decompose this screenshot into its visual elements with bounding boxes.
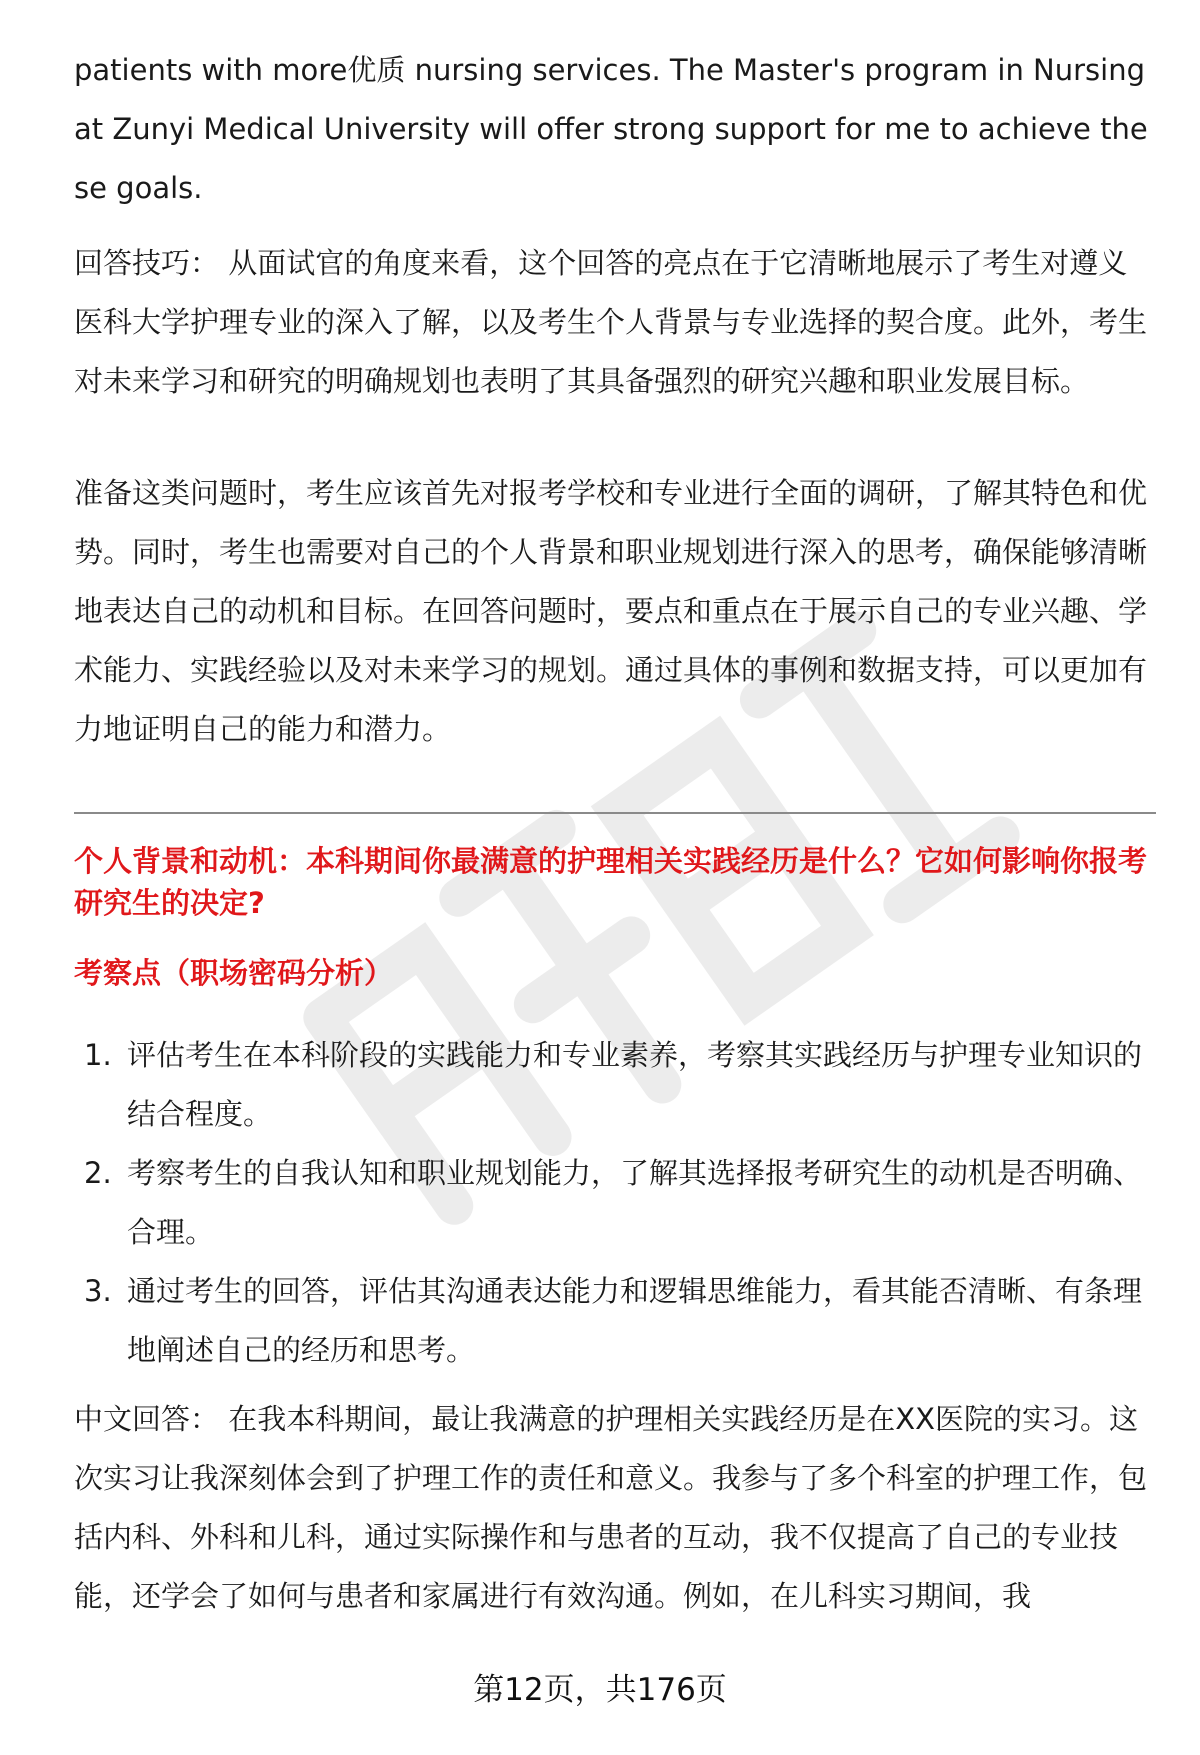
preparation-advice-paragraph: 准备这类问题时，考生应该首先对报考学校和专业进行全面的调研，了解其特色和优势。同时，考生也需要对自己的个人背景和职业规划进行深入的思考，确保能够清晰地表达自己的动机和目标。在回答问题时，要点和重点在于展示自己的专业兴趣、学术能力、实践经验以及对未来学习的规划。通过具体的事例和数据支持，可以更加有力地证明自己的能力和潜力。 bbox=[74, 476, 1148, 746]
list-item-text: 通过考生的回答，评估其沟通表达能力和逻辑思维能力，看其能否清晰、有条理地阐述自己的经历和思考。 bbox=[127, 1274, 1143, 1367]
page-number-footer: 第12页，共176页 bbox=[473, 1672, 727, 1708]
answer-tips-paragraph: 回答技巧： 从面试官的角度来看，这个回答的亮点在于它清晰地展示了考生对遵义医科大学护理专业的深入了解，以及考生个人背景与专业选择的契合度。此外，考生对未来学习和研究的明确规划也表明了其具备强烈的研究兴趣和职业发展目标。 bbox=[74, 246, 1148, 398]
chinese-answer-paragraph: 中文回答： 在我本科期间，最让我满意的护理相关实践经历是在XX医院的实习。这次实习让我深刻体会到了护理工作的责任和意义。我参与了多个科室的护理工作，包括内科、外科和儿科，通过实际操作和与患者的互动，我不仅提高了自己的专业技能，还学会了如何与患者和家属进行有效沟通。例如，在儿科实习期间，我 bbox=[74, 1402, 1148, 1613]
section-divider bbox=[74, 812, 1156, 814]
list-item bbox=[74, 1262, 1156, 1380]
list-item-number: 1. bbox=[84, 1038, 112, 1072]
list-item-text: 考察考生的自我认知和职业规划能力，了解其选择报考研究生的动机是否明确、合理。 bbox=[127, 1156, 1143, 1249]
intro-paragraph-end: patients with more优质 nursing services. The Master's program in Nursing at Zunyi Medical University will offer strong support for me to achieve these goals. bbox=[74, 53, 1148, 205]
list-item-number: 2. bbox=[84, 1156, 112, 1190]
list-item bbox=[74, 1026, 1156, 1144]
list-item bbox=[74, 1144, 1156, 1262]
list-item-text: 评估考生在本科阶段的实践能力和专业素养，考察其实践经历与护理专业知识的结合程度。 bbox=[127, 1038, 1143, 1131]
assessment-points-heading: 考察点（职场密码分析） bbox=[74, 956, 394, 990]
question-heading: 个人背景和动机：本科期间你最满意的护理相关实践经历是什么？它如何影响你报考研究生的决定? bbox=[74, 844, 1148, 920]
list-item-number: 3. bbox=[84, 1274, 112, 1308]
assessment-points-list bbox=[74, 1026, 1156, 1380]
